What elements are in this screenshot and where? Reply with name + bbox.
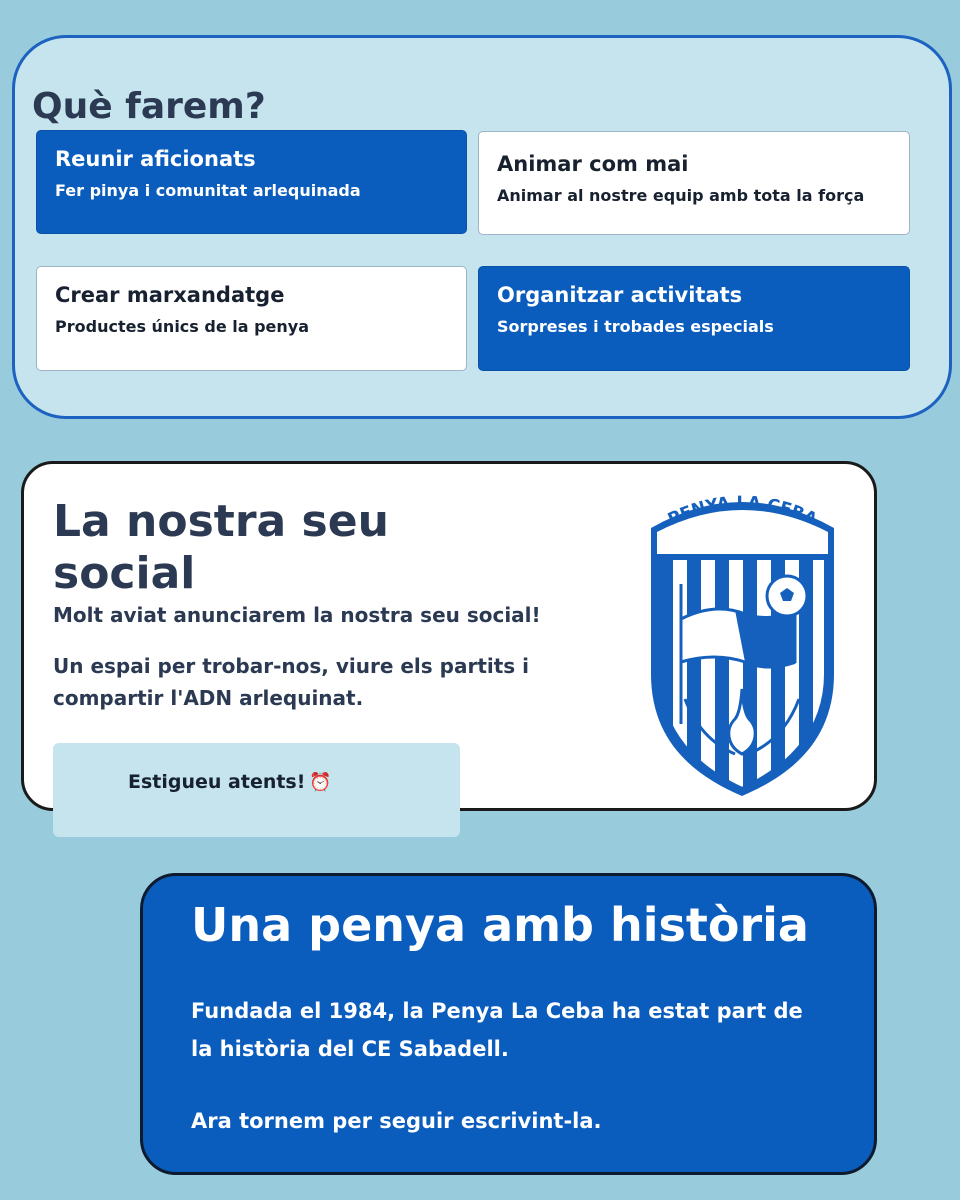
alarm-clock-icon: ⏰: [309, 772, 332, 793]
plan-card-title: Reunir aficionats: [55, 147, 256, 171]
penya-la-ceba-crest: [645, 484, 840, 796]
plan-card-title: Crear marxandatge: [55, 283, 285, 307]
plan-card-activitats: [478, 266, 910, 371]
seu-social-description: Un espai per trobar-nos, viure els partits i compartir l'ADN arlequinat.: [53, 654, 530, 710]
history-title: Una penya amb història: [191, 898, 809, 952]
plan-card-subtitle: Animar al nostre equip amb tota la força: [497, 186, 865, 205]
plan-card-animar: [478, 131, 910, 235]
seu-social-announcement: Molt aviat anunciarem la nostra seu social!: [53, 603, 541, 627]
plan-card-title: Animar com mai: [497, 152, 689, 176]
plan-card-subtitle: Sorpreses i trobades especials: [497, 317, 774, 336]
history-closing: Ara tornem per seguir escrivint-la.: [191, 1109, 602, 1133]
seu-social-title: La nostra seu social: [53, 496, 389, 599]
plans-title: Què farem?: [32, 86, 266, 127]
history-paragraph: Fundada el 1984, la Penya La Ceba ha estat part de la història del CE Sabadell.: [191, 999, 803, 1061]
crest-text: PENYA LA CEBA: [664, 492, 821, 531]
plan-card-subtitle: Productes únics de la penya: [55, 317, 310, 336]
plan-card-title: Organitzar activitats: [497, 283, 743, 307]
stay-tuned-text: Estigueu atents! ⏰: [128, 771, 332, 793]
plan-card-reunir: [36, 130, 467, 234]
history-panel: [140, 873, 877, 1175]
plan-card-marxandatge: [36, 266, 467, 371]
plan-card-subtitle: Fer pinya i comunitat arlequinada: [55, 181, 361, 200]
stay-tuned-box: [53, 743, 460, 837]
